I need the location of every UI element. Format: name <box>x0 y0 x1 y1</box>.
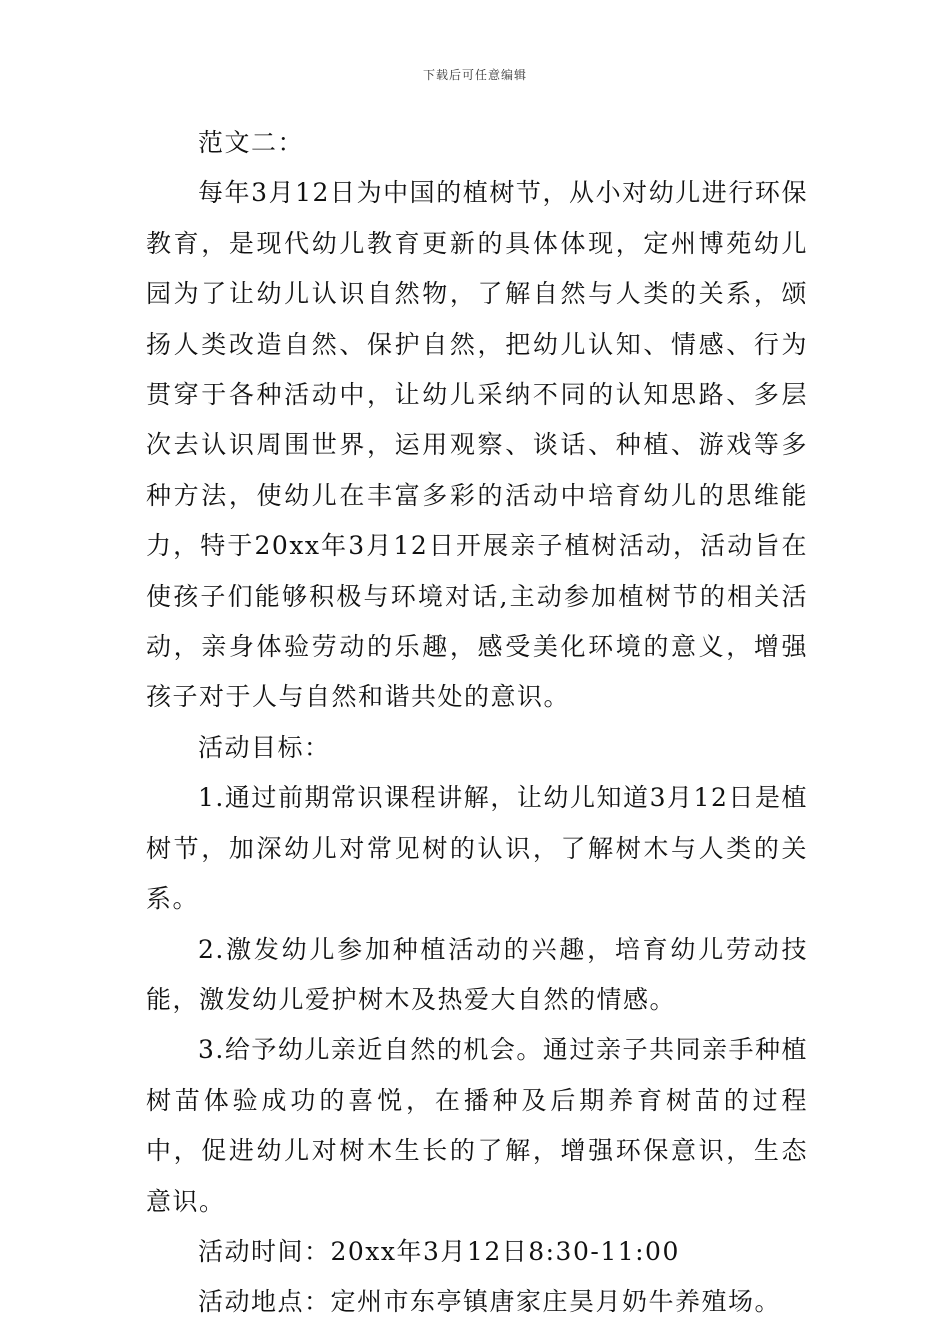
intro-paragraph: 每年3月12日为中国的植树节，从小对幼儿进行环保教育，是现代幼儿教育更新的具体体现，定州博苑幼儿园为了让幼儿认识自然物，了解自然与人类的关系，颂扬人类改造自然、保护自然，把幼儿认知、情感、行为贯穿于各种活动中，让幼儿采纳不同的认知思路、多层次去认识周围世界，运用观察、谈话、种植、游戏等多种方法，使幼儿在丰富多彩的活动中培育幼儿的思维能力，特于20xx年3月12日开展亲子植树活动，活动旨在使孩子们能够积极与环境对话,主动参加植树节的相关活动，亲身体验劳动的乐趣，感受美化环境的意义，增强孩子对于人与自然和谐共处的意识。 <box>146 178 808 712</box>
goals-heading: 活动目标： <box>198 732 331 762</box>
header-note: 下载后可任意编辑 <box>422 68 527 82</box>
goal-item-3: 3.给予幼儿亲近自然的机会。通过亲子共同亲手种植树苗体验成功的喜悦，在播种及后期养育树苗的过程中，促进幼儿对树木生长的了解，增强环保意识，生态意识。 <box>146 1035 808 1216</box>
goal-item-2: 2.激发幼儿参加种植活动的兴趣，培育幼儿劳动技能，激发幼儿爱护树木及热爱大自然的情感。 <box>146 934 808 1014</box>
document-body <box>146 118 808 1328</box>
goal-item-1: 1.通过前期常识课程讲解，让幼儿知道3月12日是植树节，加深幼儿对常见树的认识，了解树木与人类的关系。 <box>146 783 808 914</box>
section-heading: 范文二： <box>198 128 305 157</box>
activity-time: 活动时间：20xx年3月12日8:30-11:00 <box>198 1236 680 1266</box>
activity-location: 活动地点：定州市东亭镇唐家庄昊月奶牛养殖场。 <box>198 1287 782 1317</box>
